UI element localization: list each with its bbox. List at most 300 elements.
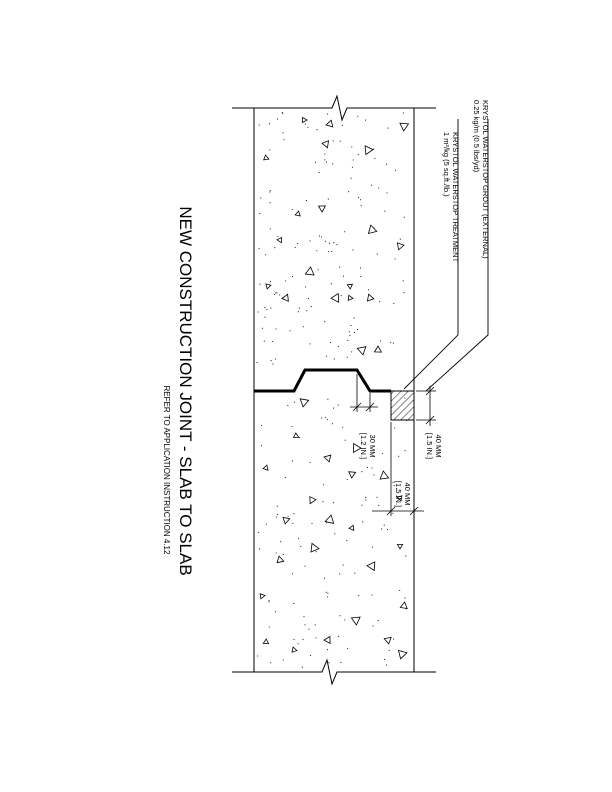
- aggregate-stone: [325, 515, 334, 523]
- aggregate-sand: [269, 123, 270, 124]
- aggregate-stone: [264, 155, 269, 160]
- aggregate-sand: [333, 140, 334, 141]
- aggregate-stone: [305, 267, 314, 275]
- aggregate-sand: [277, 119, 278, 120]
- aggregate-sand: [398, 456, 399, 457]
- aggregate-sand: [384, 211, 385, 212]
- aggregate-sand: [271, 360, 272, 361]
- aggregate-sand: [316, 250, 317, 251]
- aggregate-sand: [266, 524, 267, 525]
- aggregate-stone: [352, 617, 361, 625]
- aggregate-sand: [358, 197, 359, 198]
- aggregate-sand: [404, 292, 405, 293]
- aggregate-sand: [272, 341, 273, 342]
- aggregate-sand: [297, 243, 298, 244]
- aggregate-stone: [322, 141, 329, 148]
- aggregate-sand: [360, 199, 361, 200]
- aggregate-sand: [338, 405, 339, 406]
- aggregate-sand: [371, 594, 372, 595]
- aggregate-sand: [285, 280, 286, 281]
- aggregate-sand: [324, 321, 325, 322]
- aggregate-sand: [303, 326, 304, 327]
- aggregate-stone: [400, 123, 409, 131]
- aggregate-sand: [360, 276, 361, 277]
- aggregate-stone: [347, 284, 352, 289]
- aggregate-stone: [295, 211, 300, 216]
- aggregate-sand: [311, 306, 312, 307]
- aggregate-sand: [290, 330, 291, 331]
- aggregate-sand: [299, 437, 300, 438]
- aggregate-stone: [397, 545, 402, 550]
- aggregate-sand: [386, 665, 387, 666]
- aggregate-sand: [395, 170, 396, 171]
- aggregate-sand: [324, 153, 325, 154]
- aggregate-sand: [331, 283, 332, 284]
- groove-width-mm: 40 MM: [403, 482, 412, 506]
- aggregate-sand: [353, 159, 354, 160]
- aggregate-sand: [265, 254, 266, 255]
- aggregate-sand: [287, 516, 288, 517]
- aggregate-sand: [377, 254, 378, 255]
- aggregate-sand: [400, 239, 401, 240]
- aggregate-sand: [272, 364, 273, 365]
- aggregate-stone: [263, 639, 268, 644]
- aggregate-sand: [332, 163, 333, 164]
- aggregate-sand: [362, 521, 363, 522]
- aggregate-sand: [299, 308, 300, 309]
- aggregate-sand: [322, 501, 323, 502]
- aggregate-sand: [334, 358, 335, 359]
- aggregate-sand: [378, 620, 379, 621]
- aggregate-sand: [406, 608, 407, 609]
- aggregate-sand: [269, 626, 270, 627]
- aggregate-sand: [274, 294, 275, 295]
- aggregate-sand: [330, 342, 331, 343]
- aggregate-sand: [304, 624, 305, 625]
- aggregate-sand: [365, 120, 366, 121]
- top-break-line: [232, 96, 436, 120]
- aggregate-sand: [317, 129, 318, 130]
- aggregate-sand: [264, 341, 265, 342]
- grout-rate-label: 0.25 kg/m (0.5 lbs/yd): [472, 100, 481, 173]
- aggregate-sand: [332, 423, 333, 424]
- aggregate-sand: [257, 655, 258, 656]
- aggregate-sand: [277, 514, 278, 515]
- aggregate-sand: [282, 113, 283, 114]
- grout-label: KRYSTOL WATERSTOP GROUT (EXTERNAL): [481, 100, 490, 259]
- aggregate-stone: [397, 243, 404, 250]
- aggregate-sand: [270, 308, 271, 309]
- aggregate-sand: [331, 251, 332, 252]
- aggregate-sand: [347, 479, 348, 480]
- aggregate-sand: [328, 199, 329, 200]
- aggregate-sand: [360, 268, 361, 269]
- aggregate-sand: [365, 499, 366, 500]
- aggregate-stone: [331, 294, 339, 303]
- aggregate-sand: [310, 462, 311, 463]
- aggregate-sand: [377, 497, 378, 498]
- aggregate-stone: [260, 594, 265, 599]
- aggregate-sand: [270, 281, 271, 282]
- aggregate-sand: [361, 505, 362, 506]
- aggregate-sand: [321, 417, 322, 418]
- aggregate-sand: [311, 523, 312, 524]
- aggregate-sand: [310, 503, 311, 504]
- aggregate-sand: [401, 651, 402, 652]
- aggregate-sand: [342, 125, 343, 126]
- aggregate-sand: [274, 247, 275, 248]
- aggregate-sand: [392, 513, 393, 514]
- aggregate-sand: [284, 139, 285, 140]
- aggregate-sand: [261, 445, 262, 446]
- aggregate-sand: [302, 639, 303, 640]
- aggregate-sand: [393, 303, 394, 304]
- aggregate-sand: [326, 592, 327, 593]
- aggregate-sand: [291, 426, 292, 427]
- aggregate-sand: [373, 149, 374, 150]
- aggregate-sand: [276, 552, 277, 553]
- aggregate-sand: [327, 399, 328, 400]
- aggregate-sand: [358, 154, 359, 155]
- aggregate-sand: [315, 162, 316, 163]
- aggregate-sand: [373, 625, 374, 626]
- aggregate-sand: [345, 440, 346, 441]
- aggregate-sand: [327, 596, 328, 597]
- aggregate-sand: [270, 228, 271, 229]
- aggregate-sand: [298, 643, 299, 644]
- aggregate-sand: [298, 538, 299, 539]
- aggregate-sand: [324, 159, 325, 160]
- aggregate-sand: [295, 247, 296, 248]
- aggregate-sand: [343, 276, 344, 277]
- drawing-title: NEW CONSTRUCTION JOINT - SLAB TO SLAB: [176, 206, 195, 576]
- aggregate-stone: [324, 637, 330, 644]
- aggregate-sand: [404, 217, 405, 218]
- aggregate-sand: [292, 209, 293, 210]
- aggregate-sand: [339, 573, 340, 574]
- aggregate-sand: [326, 356, 327, 357]
- aggregate-sand: [327, 593, 328, 594]
- aggregate-stone: [282, 294, 288, 301]
- aggregate-stone: [300, 399, 309, 407]
- aggregate-sand: [352, 167, 353, 168]
- aggregate-sand: [384, 659, 385, 660]
- aggregate-sand: [323, 484, 324, 485]
- aggregate-sand: [352, 249, 353, 250]
- aggregate-sand: [325, 241, 326, 242]
- aggregate-sand: [405, 556, 406, 557]
- aggregate-sand: [315, 624, 316, 625]
- aggregate-sand: [276, 292, 277, 293]
- aggregate-sand: [262, 328, 263, 329]
- aggregate-sand: [294, 402, 295, 403]
- aggregate-sand: [399, 590, 400, 591]
- aggregate-sand: [394, 258, 395, 259]
- groove-width-in: [1.5 IN.]: [394, 480, 403, 508]
- aggregate-sand: [326, 522, 327, 523]
- aggregate-sand: [259, 549, 260, 550]
- aggregate-sand: [334, 533, 335, 534]
- aggregate-sand: [269, 191, 270, 192]
- construction-joint-key: [254, 370, 391, 391]
- aggregate-sand: [307, 127, 308, 128]
- aggregate-sand: [327, 114, 328, 115]
- aggregate-sand: [259, 124, 260, 125]
- groove-depth-mm: 40 MM: [434, 434, 443, 458]
- aggregate-sand: [325, 417, 326, 418]
- aggregate-sand: [280, 541, 281, 542]
- aggregate-sand: [351, 178, 352, 179]
- aggregate-sand: [340, 615, 341, 616]
- aggregate-sand: [393, 639, 394, 640]
- aggregate-sand: [382, 453, 383, 454]
- aggregate-sand: [338, 636, 339, 637]
- aggregate-sand: [351, 146, 352, 147]
- aggregate-sand: [328, 662, 329, 663]
- aggregate-sand: [357, 116, 358, 117]
- aggregate-sand: [346, 540, 347, 541]
- aggregate-sand: [381, 529, 382, 530]
- aggregate-sand: [340, 662, 341, 663]
- aggregate-sand: [303, 616, 304, 617]
- aggregate-sand: [300, 546, 301, 547]
- aggregate-sand: [349, 331, 350, 332]
- aggregate-sand: [270, 202, 271, 203]
- aggregate-sand: [354, 573, 355, 574]
- aggregate-sand: [340, 141, 341, 142]
- aggregate-stone: [349, 525, 354, 530]
- aggregate-stone: [292, 647, 297, 652]
- aggregate-sand: [260, 197, 261, 198]
- aggregate-sand: [305, 566, 306, 567]
- aggregate-sand: [327, 649, 328, 650]
- aggregate-stone: [348, 295, 353, 300]
- aggregate-stone: [365, 146, 373, 155]
- key-depth-mm: 30 MM: [368, 434, 377, 458]
- aggregate-sand: [310, 240, 311, 241]
- aggregate-sand: [258, 532, 259, 533]
- treatment-rate-label: 1 m²/kg (5 sq.ft./lb.): [442, 132, 451, 197]
- aggregate-sand: [388, 128, 389, 129]
- aggregate-sand: [282, 112, 283, 113]
- aggregate-sand: [309, 343, 310, 344]
- aggregate-sand: [324, 578, 325, 579]
- aggregate-sand: [333, 502, 334, 503]
- aggregate-sand: [292, 276, 293, 277]
- aggregate-stone: [277, 556, 284, 563]
- aggregate-sand: [374, 228, 375, 229]
- aggregate-sand: [378, 505, 379, 506]
- aggregate-sand: [275, 358, 276, 359]
- drawing-subtitle: REFER TO APPLICATION INSTRUCTION 4.12: [162, 385, 171, 555]
- aggregate-sand: [390, 342, 391, 343]
- aggregate-sand: [372, 467, 373, 468]
- aggregate-sand: [329, 243, 330, 244]
- aggregate-sand: [327, 419, 328, 420]
- aggregate-sand: [266, 309, 267, 310]
- aggregate-sand: [342, 427, 343, 428]
- aggregate-sand: [308, 629, 309, 630]
- aggregate-sand: [306, 310, 307, 311]
- aggregate-sand: [259, 248, 260, 249]
- aggregate-sand: [261, 425, 262, 426]
- aggregate-stone: [294, 433, 299, 438]
- aggregate-sand: [258, 311, 259, 312]
- aggregate-sand: [358, 595, 359, 596]
- aggregate-sand: [292, 461, 293, 462]
- aggregate-sand: [318, 269, 319, 270]
- aggregate-sand: [298, 311, 299, 312]
- aggregate-sand: [368, 289, 369, 290]
- aggregate-stone: [367, 294, 374, 301]
- aggregate-sand: [371, 185, 372, 186]
- aggregate-stone: [311, 543, 319, 552]
- aggregate-sand: [293, 603, 294, 604]
- aggregate-sand: [348, 191, 349, 192]
- aggregate-sand: [361, 205, 362, 206]
- aggregate-sand: [269, 600, 270, 601]
- aggregate-sand: [316, 551, 317, 552]
- aggregate-sand: [276, 516, 277, 517]
- aggregate-sand: [292, 523, 293, 524]
- aggregate-stone: [277, 238, 282, 243]
- aggregate-stone: [266, 284, 271, 289]
- aggregate-stone: [367, 562, 375, 571]
- aggregate-sand: [285, 477, 286, 478]
- aggregate-stone: [310, 497, 316, 504]
- aggregate-stone: [263, 465, 268, 470]
- aggregate-sand: [268, 601, 269, 602]
- aggregate-stone: [303, 117, 308, 122]
- aggregate-sand: [343, 565, 344, 566]
- aggregate-sand: [336, 244, 337, 245]
- aggregate-sand: [373, 474, 374, 475]
- aggregate-sand: [270, 190, 271, 191]
- aggregate-sand: [276, 328, 277, 329]
- aggregate-sand: [264, 317, 265, 318]
- groove-depth-in: [1.5 IN.]: [425, 432, 434, 460]
- aggregate-sand: [283, 554, 284, 555]
- aggregate-stone: [283, 517, 290, 524]
- aggregate-sand: [326, 162, 327, 163]
- aggregate-sand: [338, 346, 339, 347]
- aggregate-sand: [403, 112, 404, 113]
- aggregate-sand: [306, 200, 307, 201]
- aggregate-sand: [354, 332, 355, 333]
- aggregate-sand: [302, 667, 303, 668]
- aggregate-sand: [344, 619, 345, 620]
- aggregate-sand: [344, 231, 345, 232]
- aggregate-sand: [277, 236, 278, 237]
- aggregate-sand: [380, 341, 381, 342]
- aggregate-sand: [333, 408, 334, 409]
- aggregate-sand: [264, 307, 265, 308]
- aggregate-sand: [389, 650, 390, 651]
- aggregate-sand: [365, 497, 366, 498]
- aggregate-sand: [319, 236, 320, 237]
- aggregate-sand: [333, 242, 334, 243]
- aggregate-sand: [259, 213, 260, 214]
- aggregate-sand: [319, 172, 320, 173]
- aggregate-sand: [387, 529, 388, 530]
- aggregate-sand: [305, 286, 306, 287]
- aggregate-sand: [378, 187, 379, 188]
- aggregate-sand: [386, 164, 387, 165]
- waterstop-grout-groove: [391, 391, 414, 420]
- aggregate-stone: [400, 602, 407, 609]
- aggregate-stone: [324, 455, 331, 462]
- aggregate-sand: [372, 546, 373, 547]
- aggregate-sand: [392, 482, 393, 483]
- aggregate-sand: [384, 525, 385, 526]
- aggregate-sand: [347, 648, 348, 649]
- aggregate-sand: [339, 267, 340, 268]
- aggregate-sand: [305, 123, 306, 124]
- aggregate-sand: [374, 158, 375, 159]
- aggregate-stone: [357, 347, 366, 355]
- aggregate-sand: [293, 639, 294, 640]
- aggregate-sand: [393, 343, 394, 344]
- aggregate-stone: [384, 637, 391, 644]
- bottom-break-line: [232, 660, 436, 684]
- aggregate-sand: [367, 467, 368, 468]
- aggregate-sand: [275, 611, 276, 612]
- aggregate-stone: [326, 120, 333, 127]
- aggregate-sand: [357, 329, 358, 330]
- aggregate-sand: [315, 637, 316, 638]
- aggregate-sand: [347, 340, 348, 341]
- aggregate-stone: [375, 346, 382, 352]
- aggregate-sand: [394, 427, 395, 428]
- aggregate-sand: [270, 662, 271, 663]
- aggregate-sand: [283, 659, 284, 660]
- aggregate-sand: [361, 471, 362, 472]
- aggregate-sand: [256, 362, 257, 363]
- aggregate-sand: [279, 294, 280, 295]
- aggregate-stone: [399, 650, 407, 658]
- aggregate-sand: [293, 513, 294, 514]
- aggregate-stone: [368, 225, 376, 233]
- aggregate-sand: [351, 351, 352, 352]
- aggregate-sand: [386, 192, 387, 193]
- aggregate-sand: [259, 284, 260, 285]
- aggregate-sand: [287, 405, 288, 406]
- aggregate-sand: [308, 298, 309, 299]
- aggregate-sand: [347, 357, 348, 358]
- aggregate-stone: [349, 472, 356, 478]
- aggregate-sand: [349, 335, 350, 336]
- treatment-label: KRYSTOL WATERSTOP TREATMENT: [451, 132, 460, 263]
- aggregate-sand: [404, 598, 405, 599]
- aggregate-sand: [328, 251, 329, 252]
- aggregate-sand: [292, 573, 293, 574]
- key-depth-in: [1.2 IN.]: [359, 432, 368, 460]
- aggregate-sand: [269, 149, 270, 150]
- aggregate-sand: [275, 293, 276, 294]
- aggregate-sand: [403, 280, 404, 281]
- aggregate-sand: [379, 301, 380, 302]
- aggregate-sand: [354, 318, 355, 319]
- aggregate-sand: [341, 295, 342, 296]
- aggregate-sand: [350, 325, 351, 326]
- aggregate-sand: [310, 655, 311, 656]
- aggregate-sand: [277, 506, 278, 507]
- aggregate-sand: [282, 132, 283, 133]
- aggregate-stone: [319, 206, 326, 212]
- aggregate-stone: [380, 471, 389, 479]
- aggregate-sand: [405, 450, 406, 451]
- aggregate-sand: [321, 236, 322, 237]
